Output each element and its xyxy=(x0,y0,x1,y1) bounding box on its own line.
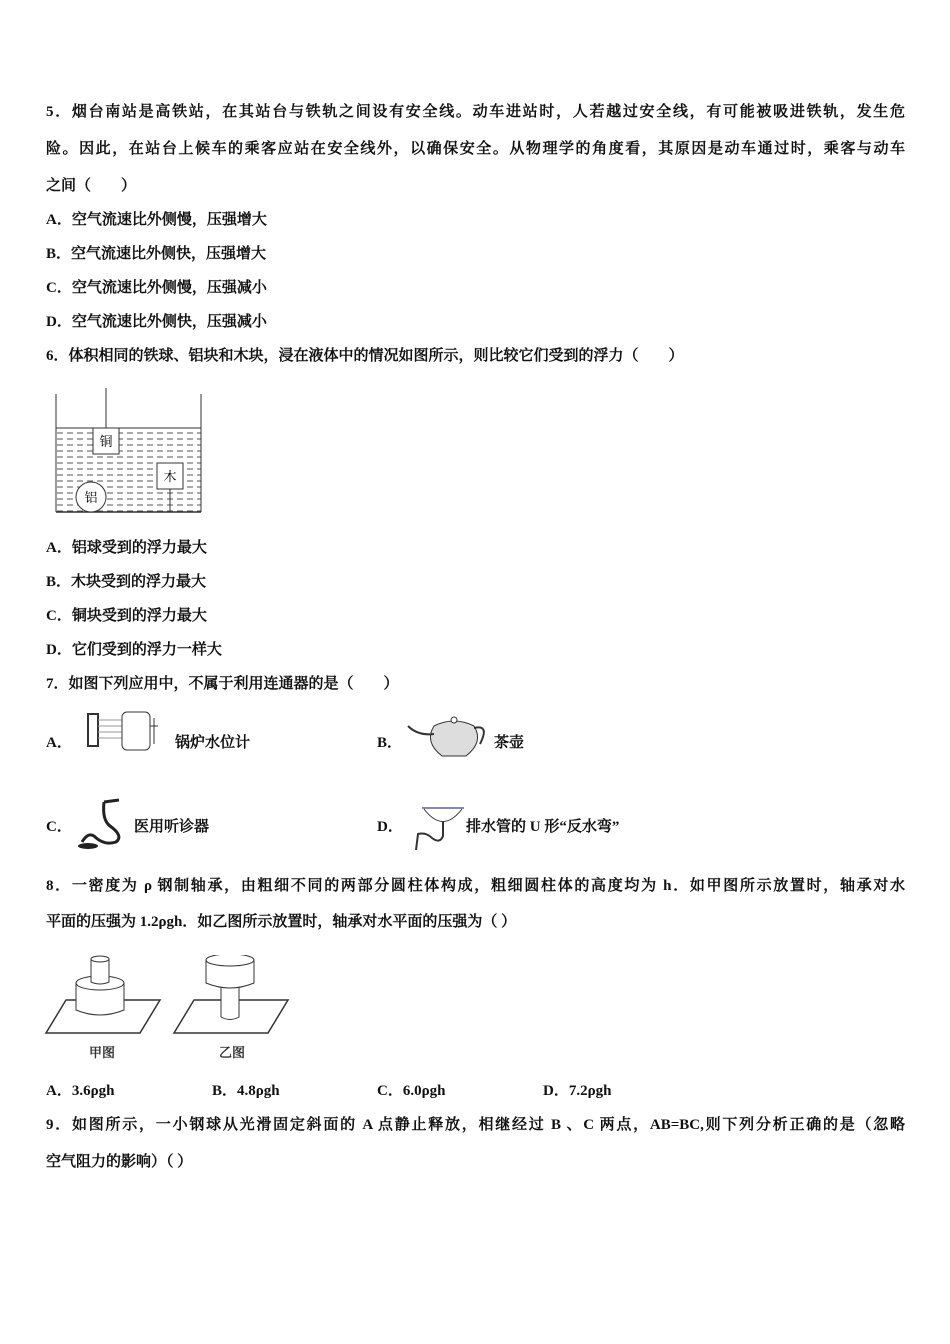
aluminum-label: 铝 xyxy=(84,490,98,505)
q8-option-a: A．3.6ρgh xyxy=(46,1083,115,1099)
q7-option-a-letter: A． xyxy=(46,735,72,751)
q8-line-1: 8．一密度为 ρ 钢制轴承，由粗细不同的两部分圆柱体构成，粗细圆柱体的高度均为 h．如甲图所示放置时，轴承对水 xyxy=(46,878,905,894)
q7-option-d-label: 排水管的 U 形“反水弯” xyxy=(466,819,620,835)
q5-option-a: A．空气流速比外侧慢，压强增大 xyxy=(46,212,267,228)
q5-line-3: 之间（ ） xyxy=(46,178,137,194)
q6-option-a: A．铝球受到的浮力最大 xyxy=(46,540,207,556)
q6-option-b: B．木块受到的浮力最大 xyxy=(46,574,207,590)
boiler-gauge-figure xyxy=(84,706,164,756)
q6-stem: 6．体积相同的铁球、铝块和木块，浸在液体中的情况如图所示，则比较它们受到的浮力（ ） xyxy=(46,348,684,364)
q8-option-b: B．4.8ρgh xyxy=(212,1083,280,1099)
caption-jia: 甲图 xyxy=(88,1045,116,1060)
q5-option-c: C．空气流速比外侧慢，压强减小 xyxy=(46,280,267,296)
q6-option-d: D．它们受到的浮力一样大 xyxy=(46,642,222,658)
q9-line-2: 空气阻力的影响）（ ） xyxy=(46,1154,193,1170)
q5-line-2: 险。因此，在站台上候车的乘客应站在安全线外，以确保安全。从物理学的角度看，其原因是动车通过时，乘客与动车 xyxy=(46,141,905,157)
q7-option-c-label: 医用听诊器 xyxy=(134,819,210,835)
teapot-figure xyxy=(404,712,494,762)
q9-line-1: 9．如图所示，一小钢球从光滑固定斜面的 A 点静止释放，相继经过 B 、C 两点，AB=BC,则下列分析正确的是（忽略 xyxy=(46,1117,905,1133)
q5-option-b: B．空气流速比外侧快，压强增大 xyxy=(46,246,267,262)
q7-option-c-letter: C． xyxy=(46,819,72,835)
q7-option-a-label: 锅炉水位计 xyxy=(175,735,251,751)
q7-option-b-letter: B． xyxy=(377,735,403,751)
stethoscope-figure xyxy=(74,796,134,851)
drain-trap-figure xyxy=(404,804,466,850)
caption-yi: 乙图 xyxy=(218,1045,246,1060)
q8-option-d: D．7.2ρgh xyxy=(543,1083,612,1099)
q8-line-2: 平面的压强为 1.2ρgh．如乙图所示放置时，轴承对水平面的压强为（ ） xyxy=(46,914,517,930)
q5-line-1: 5．烟台南站是高铁站，在其站台与铁轨之间设有安全线。动车进站时，人若越过安全线，有可能被吸进铁轨，发生危 xyxy=(46,104,905,120)
bearing-figures xyxy=(44,955,294,1065)
liquid-container-figure xyxy=(46,388,211,516)
copper-label: 铜 xyxy=(99,434,113,449)
q7-stem: 7．如图下列应用中，不属于利用连通器的是（ ） xyxy=(46,676,399,692)
wood-label: 木 xyxy=(163,469,177,484)
q6-option-c: C．铜块受到的浮力最大 xyxy=(46,608,207,624)
q7-option-b-label: 茶壶 xyxy=(494,735,525,751)
q8-option-c: C．6.0ρgh xyxy=(377,1083,446,1099)
q5-option-d: D．空气流速比外侧快，压强减小 xyxy=(46,314,267,330)
q7-option-d-letter: D． xyxy=(377,819,403,835)
